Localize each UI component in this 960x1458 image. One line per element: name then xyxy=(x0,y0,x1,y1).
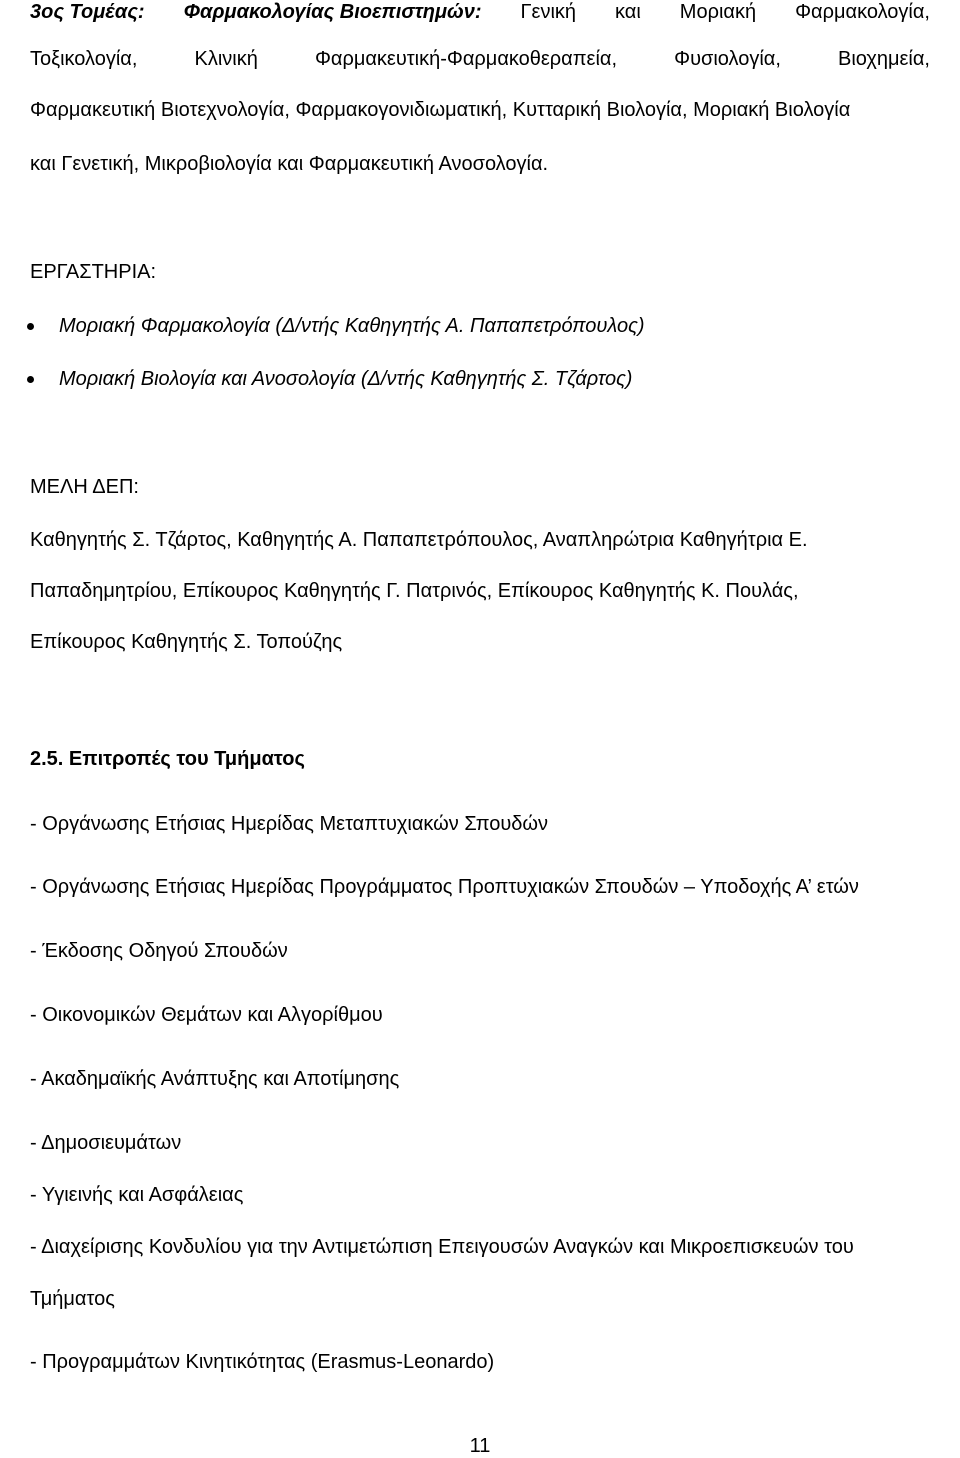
sector-word: Κλινική xyxy=(194,48,258,70)
sector-word: Τοξικολογία, xyxy=(30,48,138,70)
members-line: Επίκουρος Καθηγητής Σ. Τοπούζης xyxy=(30,631,343,653)
lab-item: Μοριακή Βιολογία και Ανοσολογία (Δ/ντής Καθηγητής Σ. Τζάρτος) xyxy=(59,368,633,390)
page-number: 11 xyxy=(469,1435,491,1457)
sector-line-2 xyxy=(30,47,930,71)
committee-item: - Προγραμμάτων Κινητικότητας (Erasmus-Leonardo) xyxy=(30,1351,495,1373)
members-line: Παπαδημητρίου, Επίκουρος Καθηγητής Γ. Πατρινός, Επίκουρος Καθηγητής Κ. Πουλάς, xyxy=(30,580,799,602)
sector-line-1 xyxy=(30,0,930,24)
committee-item-continued: Τμήματος xyxy=(30,1288,115,1310)
lab-item: Μοριακή Φαρμακολογία (Δ/ντής Καθηγητής Α. Παπαπετρόπουλος) xyxy=(59,315,645,337)
sector-word: Φυσιολογία, xyxy=(674,48,781,70)
committee-item: - Οργάνωσης Ετήσιας Ημερίδας Μεταπτυχιακών Σπουδών xyxy=(30,813,549,835)
sector-line-3: Φαρμακευτική Βιοτεχνολογία, Φαρμακογονιδιωματική, Κυτταρική Βιολογία, Μοριακή Βιολογία xyxy=(30,99,851,121)
committees-heading: 2.5. Επιτροπές του Τμήματος xyxy=(30,748,305,770)
labs-heading: ΕΡΓΑΣΤΗΡΙΑ: xyxy=(30,261,157,283)
committee-item: - Διαχείρισης Κονδυλίου για την Αντιμετώπιση Επειγουσών Αναγκών και Μικροεπισκευών του xyxy=(30,1236,854,1258)
sector-word: Γενική xyxy=(520,1,577,23)
committee-item: - Οργάνωσης Ετήσιας Ημερίδας Προγράμματος Προπτυχιακών Σπουδών – Υποδοχής Α’ ετών xyxy=(30,876,859,898)
sector-name: Φαρμακολογίας Βιοεπιστημών: xyxy=(183,1,482,23)
bullet-icon xyxy=(27,323,34,330)
bullet-icon xyxy=(27,376,34,383)
sector-word: Μοριακή xyxy=(679,1,757,23)
committee-item: - Υγιεινής και Ασφάλειας xyxy=(30,1184,244,1206)
committee-item: - Δημοσιευμάτων xyxy=(30,1132,182,1154)
sector-word: Φαρμακολογία, xyxy=(795,1,930,23)
sector-word: και xyxy=(615,1,641,23)
members-heading: ΜΕΛΗ ΔΕΠ: xyxy=(30,476,139,498)
sector-word: Βιοχημεία, xyxy=(838,48,930,70)
sector-word: Φαρμακευτική-Φαρμακοθεραπεία, xyxy=(314,48,618,70)
committee-item: - Ακαδημαϊκής Ανάπτυξης και Αποτίμησης xyxy=(30,1068,400,1090)
committee-item: - Έκδοσης Οδηγού Σπουδών xyxy=(30,940,288,962)
sector-label: 3ος Τομέας: xyxy=(30,1,145,23)
committee-item: - Οικονομικών Θεμάτων και Αλγορίθμου xyxy=(30,1004,383,1026)
members-line: Καθηγητής Σ. Τζάρτος, Καθηγητής Α. Παπαπετρόπουλος, Αναπληρώτρια Καθηγήτρια Ε. xyxy=(30,529,808,551)
sector-line-4: και Γενετική, Μικροβιολογία και Φαρμακευτική Ανοσολογία. xyxy=(30,153,549,175)
